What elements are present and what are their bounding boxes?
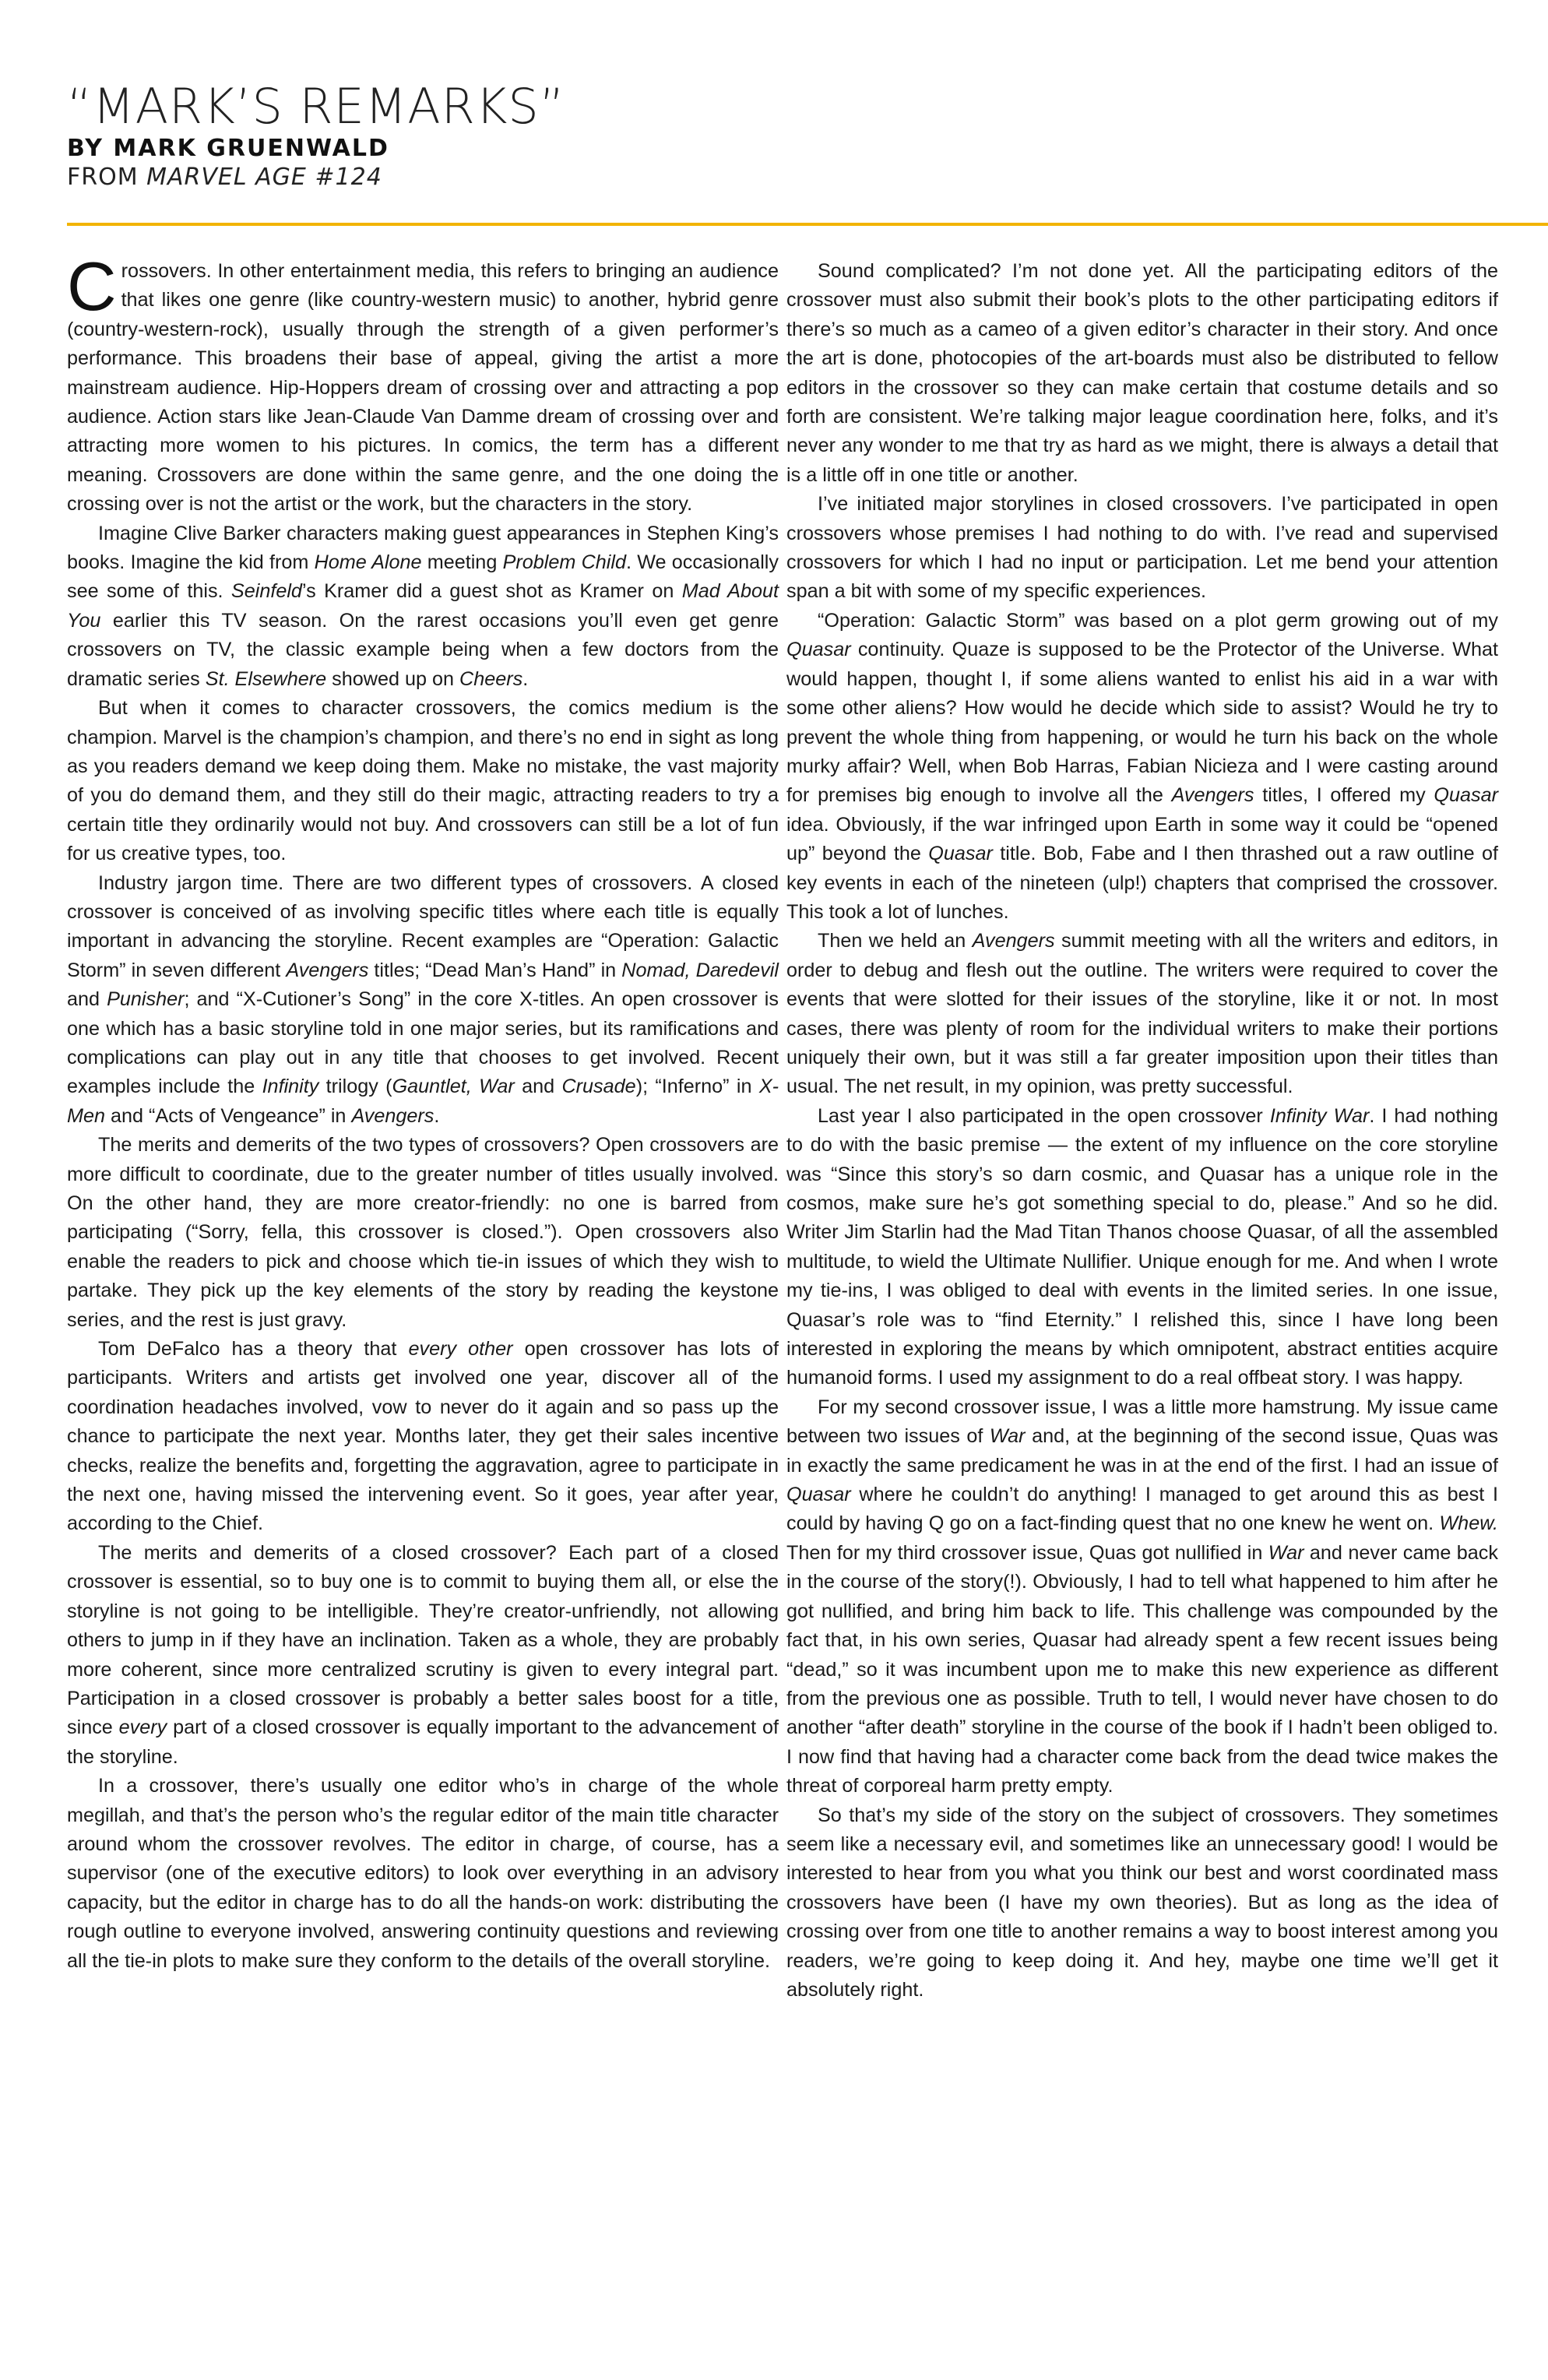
text-run: Tom DeFalco has a theory that <box>98 1338 409 1361</box>
italic-title: War <box>989 1425 1026 1448</box>
italic-title: every other <box>408 1338 513 1361</box>
text-run: meeting <box>421 551 503 574</box>
italic-title: Home Alone <box>314 551 422 574</box>
article-paragraph <box>67 1772 779 1976</box>
text-run: and <box>67 988 107 1011</box>
italic-title: St. Elsewhere <box>205 667 327 690</box>
article-paragraph <box>67 1539 779 1772</box>
italic-title: Infinity War <box>1269 1104 1370 1127</box>
text-run: . We occasionally see some of this. <box>67 551 779 603</box>
italic-title: War <box>1268 1541 1304 1564</box>
text-run: and, at the beginning of the second issue, Quas was in exactly the same predicament he was in at the end of the first. I had an issue of <box>786 1425 1498 1477</box>
italic-title: Crusade <box>561 1076 636 1098</box>
italic-title: Whew. <box>1439 1512 1498 1535</box>
header-divider <box>67 223 1548 226</box>
text-run: and “Acts of Vengeance” in <box>105 1104 352 1127</box>
article-paragraph <box>786 927 1498 1101</box>
text-run: . <box>522 667 529 690</box>
italic-title: Nomad, Daredevil <box>621 959 779 981</box>
italic-title: Gauntlet, War <box>392 1076 515 1098</box>
text-run: rossovers. In other entertainment media, this refers to bringing an audience that likes one genre (like country-western music) to another, hybrid genre (country-western-rock), usually through the strength of a given performer’s performance. This broadens their base of appeal, giving the artist a more mainstream audience. Hip-Hoppers dream of crossing over and attracting a pop audience. Action stars like Jean-Claude Van Damme dream of crossing over and attracting more women to his pictures. In comics, the term has a different meaning. Crossovers are done within the same genre, and the one doing the crossing over is not the artist or the work, but the characters in the story. <box>67 260 779 516</box>
text-run: Last year I also participated in the open crossover <box>818 1104 1270 1127</box>
article-column-right <box>786 257 1498 2005</box>
source-prefix: FROM <box>67 164 147 191</box>
article-paragraph <box>67 1131 779 1335</box>
article-paragraph <box>67 1335 779 1539</box>
italic-title: Mad About You <box>67 580 779 632</box>
text-run: part of a closed crossover is equally important to the advancement of the storyline. <box>67 1716 779 1768</box>
article-paragraph <box>786 257 1498 490</box>
italic-title: Quasar <box>1434 784 1499 807</box>
article-source <box>67 164 1484 192</box>
italic-title: Avengers <box>972 930 1055 952</box>
text-run: title. Bob, Fabe and I then thrashed out a raw outline of key events in each of the nineteen (ulp!) chapters that comprised the crossover. This took a lot of lunches. <box>786 843 1499 923</box>
text-run: Industry jargon time. There are two different types of crossovers. A closed crossover is conceived of as involving specific titles where each title is equally important in advancing the storyline. Recent examples are “Operation: Galactic Storm” in seven different <box>67 871 779 981</box>
article-paragraph <box>67 694 779 868</box>
drop-cap: C <box>67 248 117 325</box>
text-run: Imagine Clive Barker characters making guest appearances in Stephen King’s books. Imagine the kid from <box>67 522 779 574</box>
text-run: I’ve initiated major storylines in closed crossovers. I’ve participated in open crossovers whose premises I had nothing to do with. I’ve read and supervised crossovers for which I had no input or participation. Let me bend your attention span a bit with some of my specific experiences. <box>786 493 1498 603</box>
text-run: . <box>434 1104 440 1127</box>
source-publication: MARVEL AGE #124 <box>146 164 382 191</box>
text-run: open crossover has lots of participants. Writers and artists get involved one year, discover all of the coordination headaches involved, vow to never do it again and so pass up the chance to participate the next year. Months later, they get their sales incentive checks, realize the benefits and, forgetting the aggravation, agree to participate in the next one, having missed the intervening event. So it goes, year after year, according to the Chief. <box>67 1338 779 1535</box>
italic-title: Avengers <box>351 1104 434 1127</box>
text-run: ); “Inferno” in <box>635 1076 759 1098</box>
article-paragraph <box>786 1801 1498 2005</box>
text-run: Then for my third crossover issue, Quas got nullified in <box>786 1541 1268 1564</box>
text-run: The merits and demerits of a closed crossover? Each part of a closed crossover is essential, so to buy one is to commit to buying them all, or else the storyline is not going to be intelligible. They’re creator-unfriendly, not allowing others to jump in if they have an inclination. Taken as a whole, they are probably more coherent, since more centralized scrutiny is given to every integral part. Participation in a closed crossover is probably a better sales boost for a title, since <box>67 1541 779 1739</box>
text-run: and <box>514 1076 562 1098</box>
italic-title: Infinity <box>262 1076 319 1098</box>
italic-title: Quasar <box>928 843 993 865</box>
italic-title: Quasar <box>786 639 851 661</box>
italic-title: Cheers <box>459 667 523 690</box>
article-paragraph <box>67 869 779 1132</box>
italic-title: Avengers <box>1171 784 1254 807</box>
article-paragraph <box>67 248 779 519</box>
article-paragraph <box>786 1393 1498 1801</box>
text-run: earlier this TV season. On the rarest occasions you’ll even get genre crossovers on TV, the classic example being when a few doctors from the dramatic series <box>67 609 779 690</box>
text-run: titles, I offered my <box>1254 784 1434 807</box>
italic-title: every <box>118 1716 167 1739</box>
article-paragraph <box>786 607 1498 927</box>
italic-title: Problem Child <box>502 551 626 574</box>
italic-title: Punisher <box>107 988 185 1011</box>
text-run: showed up on <box>326 667 460 690</box>
text-run: continuity. Quaze is supposed to be the Protector of the Universe. What would happen, thought I, if some aliens wanted to enlist his aid in a war with some other aliens? How would he decide which side to assist? Would he try to prevent the whole thing from happening, or would he turn his back on the whole murky affair? Well, when Bob Harras, Fabian Nicieza and I were casting around for premises big enough to involve all the <box>786 639 1498 807</box>
text-run: idea. Obviously, if the war infringed upon Earth in some way it could be “opened up” beyond the <box>786 813 1498 865</box>
text-run: ’s Kramer did a guest shot as Kramer on <box>301 580 682 603</box>
article-paragraph <box>786 490 1498 607</box>
article-header <box>67 78 1484 192</box>
article-byline: BY MARK GRUENWALD <box>67 135 389 162</box>
text-run: titles; “Dead Man’s Hand” in <box>368 959 622 981</box>
text-run: trilogy ( <box>318 1076 392 1098</box>
text-run: Then we held an <box>818 930 973 952</box>
text-run: In a crossover, there’s usually one editor who’s in charge of the whole megillah, and that’s the person who’s the regular editor of the main title character around whom the crossover revolves. The editor in charge, of course, has a supervisor (one of the executive editors) to look over everything in an advisory capacity, but the editor in charge has to do all the hands-on work: distributing the rough outline to everyone involved, answering continuity questions and reviewing all the tie-in plots to make sure they conform to the details of the overall storyline. <box>67 1775 779 1972</box>
text-run: Sound complicated? I’m not done yet. All the participating editors of the crossover must also submit their book’s plots to the other participating editors if there’s so much as a cameo of a given editor’s character in their story. And once the art is done, photocopies of the art-boards must also be distributed to fellow editors in the crossover so they can make certain that costume details and so forth are consistent. We’re talking major league coordination here, folks, and it’s never any wonder to me that try as hard as we might, there is always a detail that is a little off in one title or another. <box>786 260 1498 486</box>
text-run: “Operation: Galactic Storm” was based on a plot germ growing out of my <box>818 609 1498 632</box>
article-title: “MARK’S REMARKS” <box>67 78 565 135</box>
text-run: and never came back in the course of the story(!). Obviously, I had to tell what happened to him after he got nullified, and bring him back to life. This challenge was compounded by the fact that, in his own series, Quasar had already spent a few recent issues being “dead,” so it was incumbent upon me to make this new experience as different from the previous one as possible. Truth to tell, I would never have chosen to do another “after death” storyline in the course of the book if I hadn’t been obliged to. I now find that having had a character come back from the dead twice makes the threat of corporeal harm pretty empty. <box>786 1541 1498 1797</box>
text-run: . I had nothing to do with the basic premise — the extent of my influence on the core storyline was “Since this story’s so darn cosmic, and Quasar has a unique role in the cosmos, make sure he’s got something special to do, please.” And so he did. Writer Jim Starlin had the Mad Titan Thanos choose Quasar, of all the assembled multitude, to wield the Ultimate Nullifier. Unique enough for me. And when I wrote my tie-ins, I was obliged to deal with events in the limited series. In one issue, Quasar’s role was to “find Eternity.” I relished this, since I have long been interested in exploring the means by which omnipotent, abstract entities acquire humanoid forms. I used my assignment to do a real offbeat story. I was happy. <box>786 1104 1498 1389</box>
text-run: The merits and demerits of the two types of crossovers? Open crossovers are more difficult to coordinate, due to the greater number of titles usually involved. On the other hand, they are more creator-friendly: no one is barred from participating (“Sorry, fella, this crossover is closed.”). Open crossovers also enable the readers to pick and choose which tie-in issues of which they wish to partake. They pick up the key elements of the story by reading the keystone series, and the rest is just gravy. <box>67 1134 779 1331</box>
text-run: But when it comes to character crossovers, the comics medium is the champion. Marvel is the champion’s champion, and there’s no end in sight as long as you readers demand we keep doing them. Make no mistake, the vast majority of you do demand them, and they still do their magic, attracting readers to try a certain title they ordinarily would not buy. And crossovers can still be a lot of fun for us creative types, too. <box>67 697 779 865</box>
italic-title: Avengers <box>286 959 369 981</box>
italic-title: Seinfeld <box>230 580 302 603</box>
text-run: So that’s my side of the story on the subject of crossovers. They sometimes seem like a necessary evil, and sometimes like an unnecessary good! I would be interested to hear from you what you think our best and worst coordinated mass crossovers have been (I have my own theories). But as long as the idea of crossing over from one title to another remains a way to boost interest among you readers, we’re going to keep doing it. And hey, maybe one time we’ll get it absolutely right. <box>786 1804 1498 2001</box>
text-run: ; and “X-Cutioner’s Song” in the core X-titles. An open crossover is one which has a basic storyline told in one major series, but its ramifications and complications can play out in any title that chooses to get involved. Recent examples include the <box>67 988 779 1098</box>
text-run: summit meeting with all the writers and editors, in order to debug and flesh out the outline. The writers were required to cover the events that were slotted for their issues of the storyline, like it or not. In most cases, there was plenty of room for the individual writers to make their portions uniquely their own, but it was still a far greater imposition upon their titles than usual. The net result, in my opinion, was pretty successful. <box>786 930 1498 1098</box>
italic-title: Quasar <box>786 1484 851 1506</box>
article-paragraph <box>786 1102 1498 1393</box>
article-paragraph <box>67 519 779 694</box>
italic-title: X-Men <box>67 1076 779 1127</box>
text-run: where he couldn’t do anything! I managed to get around this as best I could by having Q go on a fact-finding quest that no one knew he went on. <box>786 1484 1498 1535</box>
text-run: For my second crossover issue, I was a little more hamstrung. My issue came between two issues of <box>786 1396 1498 1448</box>
article-column-left <box>67 248 779 1976</box>
